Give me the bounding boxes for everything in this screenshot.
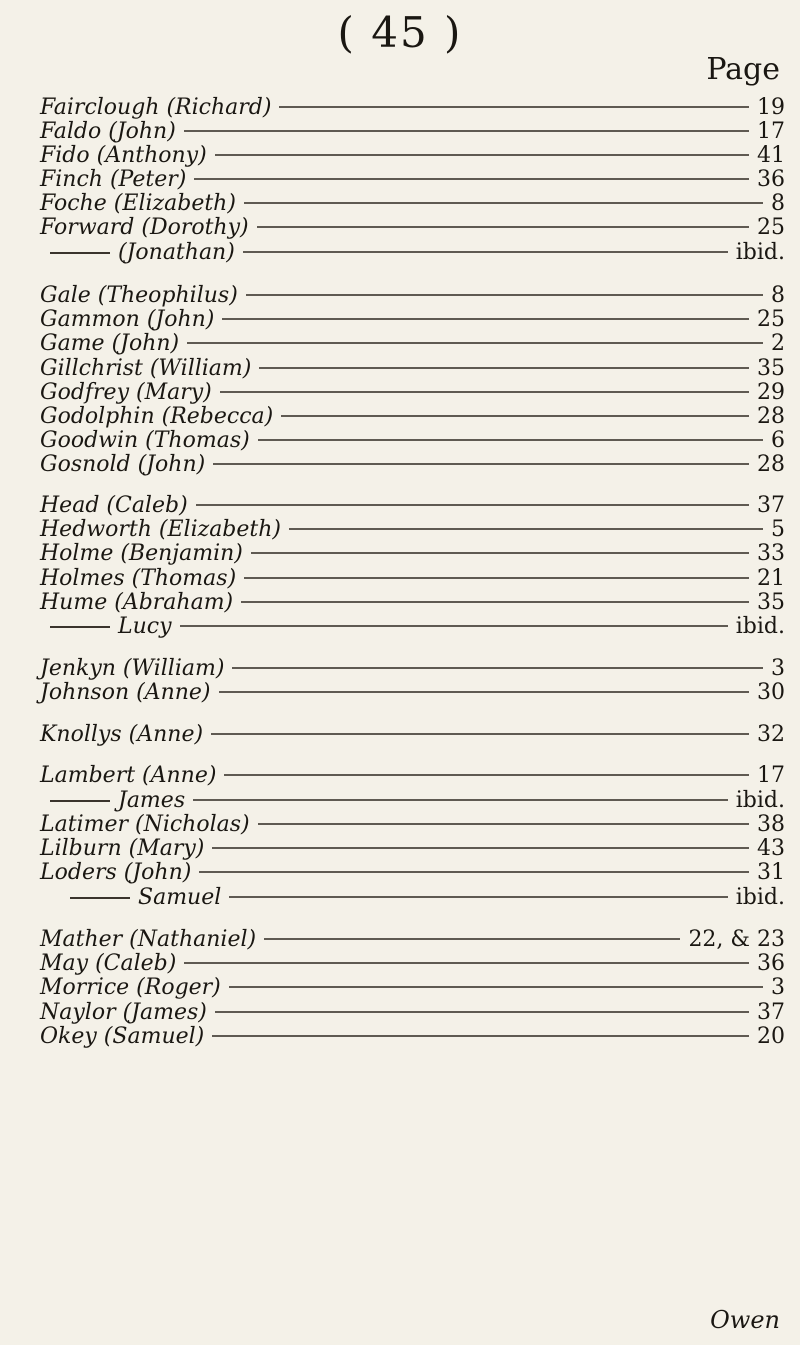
entry-name: Godfrey (Mary) <box>40 379 212 405</box>
entry-name: Lambert (Anne) <box>40 762 217 788</box>
index-entry <box>40 719 785 749</box>
entry-page: 3 <box>771 655 785 681</box>
entry-page: ibid. <box>735 787 785 813</box>
entry-page: 21 <box>757 565 785 591</box>
index-entry <box>50 237 785 267</box>
entry-page: 35 <box>757 589 785 615</box>
entry-name: Forward (Dorothy) <box>40 214 249 240</box>
dot-leader <box>199 871 749 873</box>
entry-page: 17 <box>757 762 785 788</box>
entry-name: Morrice (Roger) <box>40 974 221 1000</box>
entry-name: Johnson (Anne) <box>40 679 211 705</box>
entry-name: (Jonathan) <box>50 240 235 265</box>
dot-leader <box>259 367 749 369</box>
entry-page: 3 <box>771 974 785 1000</box>
entry-name: Goodwin (Thomas) <box>40 427 250 453</box>
entry-page: 8 <box>771 282 785 308</box>
entry-name: Godolphin (Rebecca) <box>40 403 274 429</box>
dot-leader <box>244 202 763 204</box>
entry-name: Loders (John) <box>40 859 192 885</box>
dot-leader <box>243 251 728 253</box>
entry-page: 25 <box>757 214 785 240</box>
entry-page: 30 <box>757 679 785 705</box>
entry-page: 36 <box>757 950 785 976</box>
page-number: ( 45 ) <box>337 8 463 57</box>
entry-name: Gosnold (John) <box>40 451 206 477</box>
entry-page: 20 <box>757 1023 785 1049</box>
dot-leader <box>215 154 749 156</box>
dot-leader <box>184 962 749 964</box>
entry-name: Holme (Benjamin) <box>40 540 243 566</box>
entry-name: Holmes (Thomas) <box>40 565 237 591</box>
index-entry <box>70 882 785 912</box>
entry-page: 35 <box>757 355 785 381</box>
dot-leader <box>246 294 763 296</box>
dot-leader <box>257 226 749 228</box>
entry-page: 22, & 23 <box>688 926 785 952</box>
entry-page: 19 <box>757 94 785 120</box>
dot-leader <box>212 847 749 849</box>
entry-page: 17 <box>757 118 785 144</box>
dot-leader <box>281 415 749 417</box>
entry-page: 28 <box>757 451 785 477</box>
entry-page: 8 <box>771 190 785 216</box>
entry-page: ibid. <box>735 239 785 265</box>
entry-name: Foche (Elizabeth) <box>40 190 236 216</box>
dot-leader <box>258 439 763 441</box>
entry-name: Knollys (Anne) <box>40 721 204 747</box>
index-entry <box>40 449 785 479</box>
dot-leader <box>232 667 763 669</box>
entry-name: Head (Caleb) <box>40 492 188 518</box>
dot-leader <box>222 318 749 320</box>
entry-name: Finch (Peter) <box>40 166 187 192</box>
dot-leader <box>244 577 749 579</box>
entry-page: 37 <box>757 999 785 1025</box>
entry-name: Naylor (James) <box>40 999 207 1025</box>
entry-page: 25 <box>757 306 785 332</box>
dot-leader <box>224 774 749 776</box>
entry-name: Faldo (John) <box>40 118 176 144</box>
dot-leader <box>193 799 728 801</box>
entry-name: Hedworth (Elizabeth) <box>40 516 282 542</box>
dot-leader <box>251 552 749 554</box>
entry-page: 43 <box>757 835 785 861</box>
entry-page: ibid. <box>735 884 785 910</box>
entry-page: 5 <box>771 516 785 542</box>
entry-page: 31 <box>757 859 785 885</box>
dot-leader <box>213 463 749 465</box>
entry-name: Lucy <box>50 614 172 639</box>
entry-page: 37 <box>757 492 785 518</box>
entry-name: Fairclough (Richard) <box>40 94 272 120</box>
entry-name: Latimer (Nicholas) <box>40 811 250 837</box>
dot-leader <box>212 1035 749 1037</box>
index-entry <box>50 611 785 641</box>
index-entry <box>40 677 785 707</box>
entry-page: 28 <box>757 403 785 429</box>
entry-name: Samuel <box>70 885 221 910</box>
entry-page: ibid. <box>735 613 785 639</box>
entry-name: Mather (Nathaniel) <box>40 926 257 952</box>
page-column-label: Page <box>706 52 780 87</box>
entry-name: Gillchrist (William) <box>40 355 252 381</box>
entry-name: James <box>50 788 185 813</box>
dot-leader <box>241 601 749 603</box>
dot-leader <box>196 504 749 506</box>
entry-page: 36 <box>757 166 785 192</box>
dot-leader <box>184 130 749 132</box>
dot-leader <box>229 986 763 988</box>
entry-page: 38 <box>757 811 785 837</box>
dot-leader <box>264 938 680 940</box>
dot-leader <box>215 1011 749 1013</box>
dot-leader <box>279 106 749 108</box>
entry-name: Gale (Theophilus) <box>40 282 238 308</box>
dot-leader <box>289 528 763 530</box>
entry-name: Jenkyn (William) <box>40 655 225 681</box>
entry-name: Fido (Anthony) <box>40 142 207 168</box>
dot-leader <box>187 342 763 344</box>
dot-leader <box>219 691 749 693</box>
dot-leader <box>220 391 749 393</box>
dot-leader <box>258 823 749 825</box>
entry-name: May (Caleb) <box>40 950 177 976</box>
dot-leader <box>229 896 727 898</box>
entry-name: Hume (Abraham) <box>40 589 234 615</box>
entry-page: 6 <box>771 427 785 453</box>
entry-name: Okey (Samuel) <box>40 1023 205 1049</box>
entry-name: Game (John) <box>40 330 180 356</box>
entry-name: Lilburn (Mary) <box>40 835 205 861</box>
catchword: Owen <box>710 1306 780 1334</box>
entry-page: 2 <box>771 330 785 356</box>
dot-leader <box>194 178 749 180</box>
dot-leader <box>180 625 728 627</box>
entry-page: 33 <box>757 540 785 566</box>
entry-page: 29 <box>757 379 785 405</box>
entry-page: 41 <box>757 142 785 168</box>
entry-page: 32 <box>757 721 785 747</box>
index-entry <box>40 1021 785 1051</box>
entry-name: Gammon (John) <box>40 306 215 332</box>
dot-leader <box>211 733 749 735</box>
